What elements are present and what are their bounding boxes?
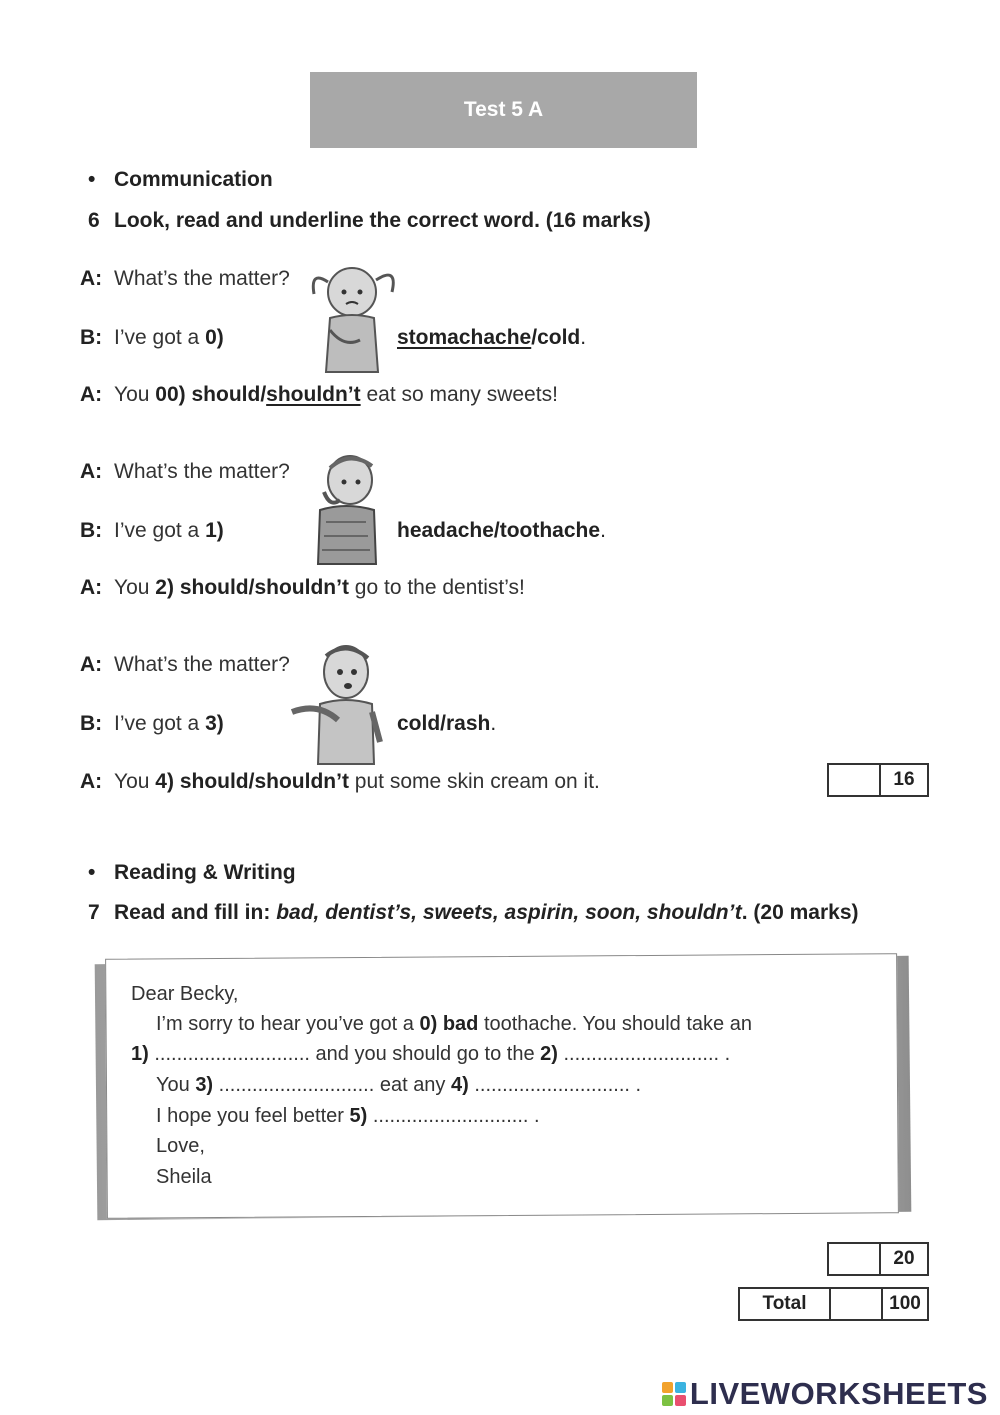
letter-signature: Sheila: [156, 1166, 212, 1188]
question-4-choices[interactable]: should/shouldn’t: [179, 770, 349, 793]
liveworksheets-logo: LIVEWORKSHEETS: [662, 1376, 988, 1412]
section-heading-communication: • Communication: [88, 168, 273, 191]
total-max: 100: [881, 1289, 927, 1319]
question-2-choices[interactable]: should/shouldn’t: [179, 576, 349, 599]
boy-rash-illustration: [288, 642, 384, 766]
letter-greeting: Dear Becky,: [131, 983, 239, 1005]
score-input-exercise-6[interactable]: [829, 765, 879, 795]
letter-line-4: I hope you feel better 5) ............................ .: [156, 1105, 540, 1127]
dialogue2-line-b: B: I’ve got a 1): [80, 519, 224, 542]
letter-line-1: I’m sorry to hear you’ve got a 0) bad toothache. You should take an: [156, 1013, 752, 1035]
dialogue1-line-a1: A: What’s the matter?: [80, 267, 290, 290]
question-0-choices[interactable]: stomachache/cold.: [397, 326, 587, 349]
page-title: Test 5 A: [310, 72, 697, 148]
dialogue3-line-b: B: I’ve got a 3): [80, 712, 224, 735]
dialogue3-line-a2: A: You 4) should/shouldn’t put some skin cream on it.: [80, 770, 600, 793]
blank-5[interactable]: ............................ .: [372, 1105, 540, 1127]
choice-cold[interactable]: cold: [537, 326, 581, 349]
dialogue3-line-a1: A: What’s the matter?: [80, 653, 290, 676]
section-heading-reading-writing: • Reading & Writing: [88, 861, 296, 884]
question-3-choices[interactable]: cold/rash.: [397, 712, 497, 735]
blank-2[interactable]: ............................ .: [563, 1043, 731, 1065]
blank-1[interactable]: ............................: [154, 1043, 310, 1065]
choice-shouldnt-00[interactable]: shouldn’t: [266, 383, 361, 406]
dialogue1-line-a2: A: You 00) should/shouldn’t eat so many sweets!: [80, 383, 558, 406]
total-score-input[interactable]: [829, 1289, 881, 1319]
choice-stomachache[interactable]: stomachache: [397, 326, 532, 349]
dialogue2-line-a1: A: What’s the matter?: [80, 460, 290, 483]
blank-3[interactable]: ............................: [218, 1074, 375, 1096]
boy-toothache-illustration: [306, 452, 382, 566]
exercise-7-instruction: 7 Read and fill in: bad, dentist’s, sweets, aspirin, soon, shouldn’t. (20 marks): [88, 901, 859, 924]
blank-4[interactable]: ............................ .: [474, 1074, 642, 1096]
dialogue1-line-b: B: I’ve got a 0): [80, 326, 224, 349]
question-1-choices[interactable]: headache/toothache.: [397, 519, 606, 542]
letter-line-3: You 3) ............................ eat any 4) ............................ .: [156, 1074, 642, 1096]
dialogue2-line-a2: A: You 2) should/shouldn’t go to the dentist’s!: [80, 576, 525, 599]
score-box-exercise-7: 20: [827, 1242, 929, 1276]
choice-should-00[interactable]: should: [191, 383, 261, 406]
liveworksheets-logo-icon: [662, 1382, 686, 1406]
score-input-exercise-7[interactable]: [829, 1244, 879, 1274]
total-score-box: [738, 1287, 929, 1321]
letter-line-2: 1) ............................ and you should go to the 2) ............................ .: [131, 1043, 731, 1065]
girl-stomachache-illustration: [300, 260, 400, 378]
score-box-exercise-6: 16: [827, 763, 929, 797]
letter-closing: Love,: [156, 1135, 205, 1157]
exercise-6-instruction: 6 Look, read and underline the correct word. (16 marks): [88, 209, 651, 232]
total-label: Total: [762, 1293, 807, 1314]
